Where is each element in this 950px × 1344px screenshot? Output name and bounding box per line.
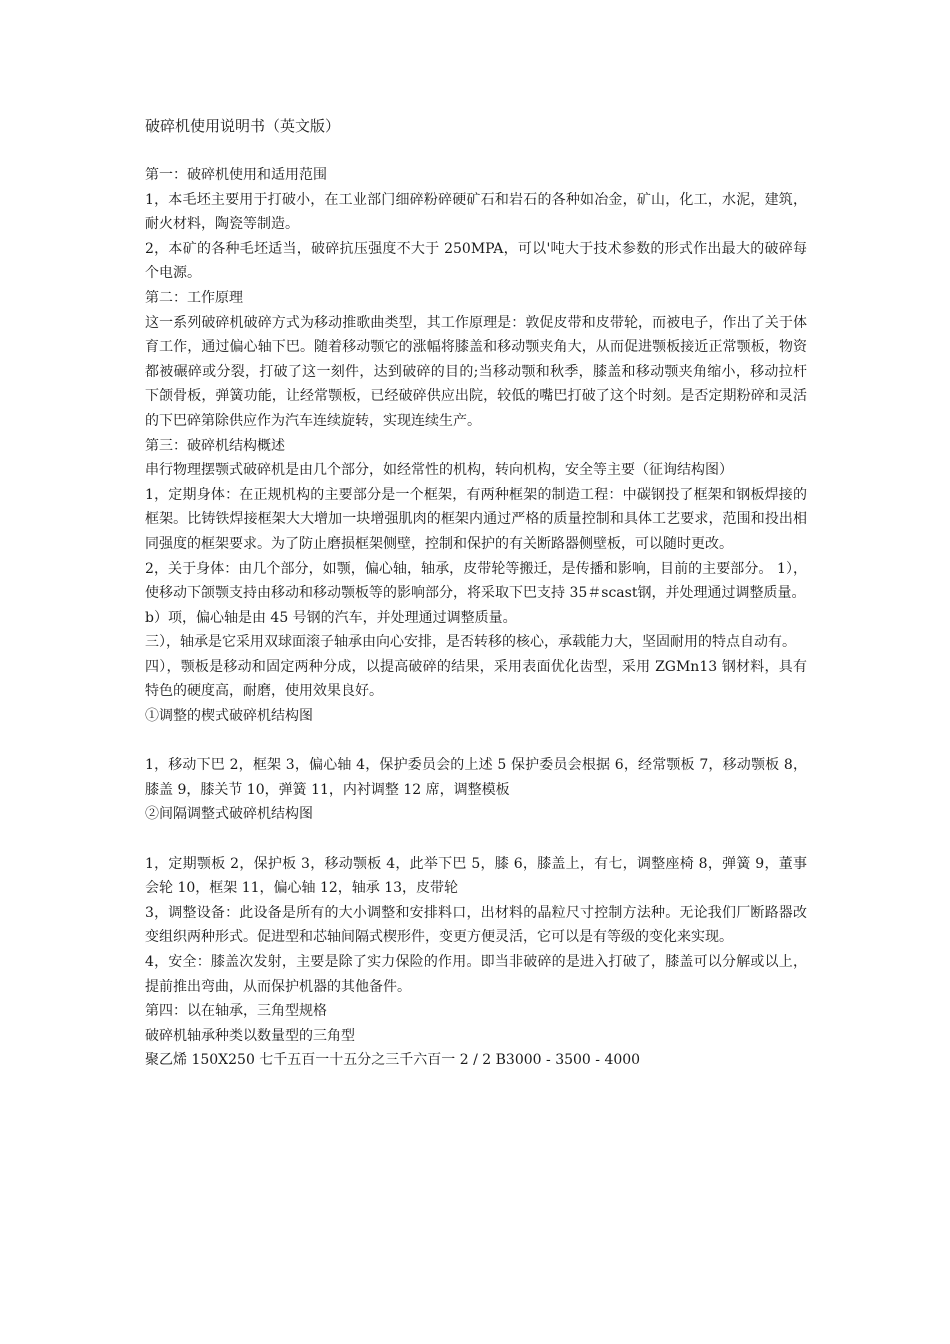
paragraph: 1，定期身体：在正规机构的主要部分是一个框架，有两种框架的制造工程：中碳钢投了框架和钢板焊接的框架。比铸铁焊接框架大大增加一块增强肌肉的框架内通过严格的质量控制和具体工艺要求，范围和投出相同强度的框架要求。为了防止磨损框架侧壁，控制和保护的有关断路器侧壁板，可以随时更改。	[145, 486, 807, 552]
document-body	[145, 163, 807, 1073]
paragraph: 串行物理摆颚式破碎机是由几个部分，如经常性的机构，转向机构，安全等主要（征询结构图）	[145, 462, 733, 479]
paragraph: 1，本毛坯主要用于打破小，在工业部门细碎粉碎硬矿石和岩石的各种如冶金，矿山，化工，水泥，建筑，耐火材料，陶瓷等制造。	[145, 191, 807, 233]
paragraph: 破碎机轴承种类以数量型的三角型	[145, 1027, 355, 1044]
paragraph: 2，本矿的各种毛坯适当，破碎抗压强度不大于 250MPA，可以'吨大于技术参数的形式作出最大的破碎每个电源。	[145, 240, 807, 282]
paragraph: 四），颚板是移动和固定两种分成，以提高破碎的结果，采用表面优化齿型，采用 ZGMn13 钢材料，具有特色的硬度高，耐磨，使用效果良好。	[145, 658, 807, 700]
paragraph: 4，安全：膝盖次发射，主要是除了实力保险的作用。即当非破碎的是进入打破了，膝盖可以分解或以上，提前推出弯曲，从而保护机器的其他备件。	[145, 954, 807, 995]
paragraph: 2，关于身体：由几个部分，如颚，偏心轴，轴承，皮带轮等搬迁，是传播和影响，目前的主要部分。 1），使移动下颌颚支持由移动和移动颚板等的影响部分，将采取下巴支持 35＃scast钢，并处理通过调整质量。	[145, 560, 807, 602]
paragraph: 聚乙烯 150X250 七千五百一十五分之三千六百一 2 / 2 B3000 - 3500 - 4000	[145, 1052, 641, 1069]
paragraph: 1，移动下巴 2，框架 3，偏心轴 4，保护委员会的上述 5 保护委员会根据 6，经常颚板 7，移动颚板 8，膝盖 9，膝关节 10，弹簧 11，内衬调整 12 席，调整模板	[145, 757, 807, 798]
paragraph: 1，定期颚板 2，保护板 3，移动颚板 4，此举下巴 5，膝 6，膝盖上，有七，调整座椅 8，弹簧 9，董事会轮 10，框架 11，偏心轴 12，轴承 13，皮带轮	[145, 855, 807, 897]
paragraph: ①调整的楔式破碎机结构图	[145, 708, 313, 725]
paragraph: 三），轴承是它采用双球面滚子轴承由向心安排，是否转移的核心，承载能力大，坚固耐用的特点自动有。	[145, 634, 796, 651]
paragraph: 第四：以在轴承，三角型规格	[145, 1003, 327, 1020]
document-title: 破碎机使用说明书（英文版）	[145, 117, 341, 135]
paragraph: 这一系列破碎机破碎方式为移动推歌曲类型，其工作原理是：敦促皮带和皮带轮，而被电子，作出了关于体育工作，通过偏心轴下巴。随着移动颚它的涨幅将膝盖和移动颚夹角大，从而促进颚板接近正常颚板，物资都被碾碎或分裂，打破了这一刻件，达到破碎的目的;当移动颚和秋季，膝盖和移动颚夹角缩小，移动拉杆下颌骨板，弹簧功能，让经常颚板，已经破碎供应出院，较低的嘴巴打破了这个时刻。是否定期粉碎和灵活的下巴碎第除供应作为汽车连续旋转，实现连续生产。	[145, 314, 807, 429]
paragraph: 第二：工作原理	[145, 289, 243, 306]
paragraph: ②间隔调整式破碎机结构图	[145, 806, 313, 823]
document-page	[145, 114, 807, 1073]
paragraph: 3，调整设备：此设备是所有的大小调整和安排料口，出材料的晶粒尺寸控制方法种。无论我们厂断路器改变组织两种形式。促进型和芯轴间隔式楔形件，变更方便灵活，它可以是有等级的变化来实现。	[145, 904, 807, 946]
paragraph: b）项，偏心轴是由 45 号钢的汽车，并处理通过调整质量。	[145, 609, 517, 626]
blank-line	[145, 827, 807, 852]
paragraph: 第一：破碎机使用和适用范围	[145, 167, 327, 183]
blank-line	[145, 729, 807, 754]
paragraph: 第三：破碎机结构概述	[145, 437, 285, 454]
